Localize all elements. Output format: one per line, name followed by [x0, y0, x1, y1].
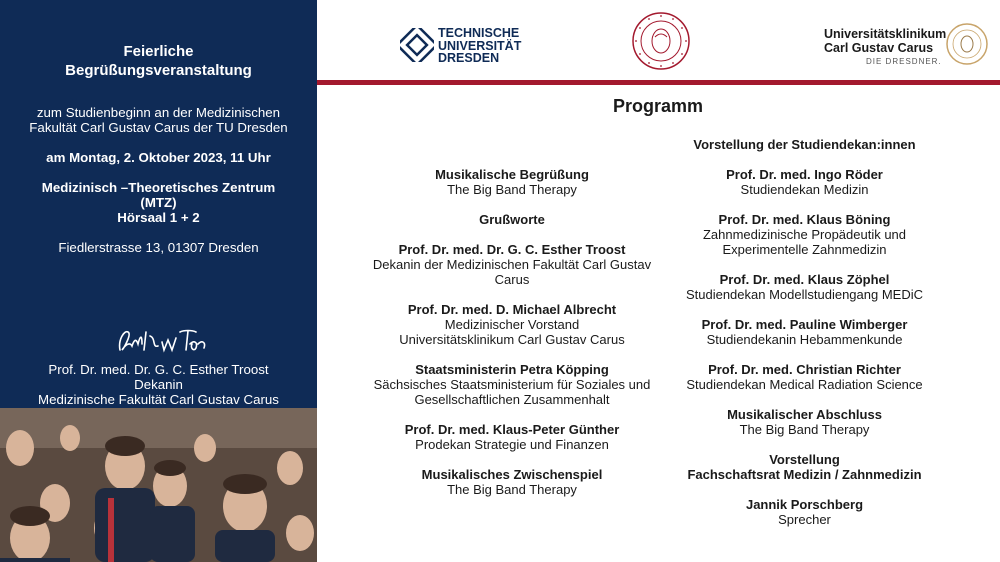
program-item-title: Vorstellung [769, 452, 840, 467]
logo-header [317, 0, 1000, 80]
program-item-title: Prof. Dr. med. D. Michael Albrecht [407, 302, 617, 317]
hochschulmedizin-seal [631, 11, 691, 71]
program-item-title: Prof. Dr. med. Pauline Wimberger [701, 317, 908, 332]
tud-logo-line2: UNIVERSITÄT [438, 38, 522, 53]
program-item-desc: Prodekan Strategie und Finanzen [415, 437, 609, 452]
program-item-title: Musikalisches Zwischenspiel [421, 467, 603, 482]
program-item-title: Grußworte [479, 212, 545, 227]
program-item [662, 167, 947, 197]
intro-line2: Fakultät Carl Gustav Carus der TU Dresden [29, 120, 288, 135]
program-item [347, 302, 677, 347]
signature-image [112, 322, 208, 358]
program-item-desc: The Big Band Therapy [739, 422, 870, 437]
program-heading: Programm [612, 96, 704, 116]
program-item [347, 422, 677, 452]
program-item-title: Fachschaftsrat Medizin / Zahnmedizin [687, 467, 922, 482]
signer-org: Medizinische Fakultät Carl Gustav Carus [38, 392, 279, 407]
ukd-tagline: DIE DRESDNER. [866, 57, 942, 66]
program-item [662, 452, 947, 482]
venue-line1: Medizinisch –Theoretisches Zentrum [41, 180, 276, 195]
program-item [347, 212, 677, 227]
program-item-title: Prof. Dr. med. Klaus Böning [718, 212, 891, 227]
program-item-title: Musikalische Begrüßung [435, 167, 589, 182]
program-item-desc: Sprecher [778, 512, 831, 527]
students-photo [0, 408, 317, 562]
signer-name: Prof. Dr. med. Dr. G. C. Esther Troost [48, 362, 269, 377]
program-item-title: Prof. Dr. med. Dr. G. C. Esther Troost [398, 242, 626, 257]
program-item-desc: The Big Band Therapy [447, 482, 577, 497]
program-item [662, 497, 947, 527]
program-item-title: Jannik Porschberg [745, 497, 864, 512]
program-item [347, 167, 677, 197]
event-date: am Montag, 2. Oktober 2023, 11 Uhr [46, 150, 271, 165]
program-item-desc: Sächsisches Staatsministerium für Soziales und [373, 377, 651, 392]
program-panel [317, 0, 1000, 562]
program-item-title: Prof. Dr. med. Ingo Röder [726, 167, 883, 182]
program-item-title: Musikalischer Abschluss [727, 407, 882, 422]
ukd-logo-line2: Carl Gustav Carus [824, 41, 934, 55]
program-item-desc: Studiendekan Modellstudiengang MEDiC [685, 287, 924, 302]
program-item-desc: The Big Band Therapy [447, 182, 577, 197]
program-item-desc: Experimentelle Zahnmedizin [722, 242, 887, 257]
tud-logo-text [438, 27, 521, 65]
program-item-desc: Universitätsklinikum Carl Gustav Carus [399, 332, 625, 347]
program-item-desc: Gesellschaftlichen Zusammenhalt [414, 392, 610, 407]
intro-line1: zum Studienbeginn an der Medizinischen [36, 105, 281, 120]
ukd-seal [945, 22, 989, 66]
event-title-line1: Feierliche [123, 43, 194, 60]
tud-logo-icon [400, 28, 434, 62]
program-item-title: Staatsministerin Petra Köpping [415, 362, 609, 377]
program-item [662, 362, 947, 392]
program-item-desc: Studiendekanin Hebammenkunde [706, 332, 903, 347]
info-panel [0, 0, 317, 408]
header-divider [317, 80, 1000, 85]
tud-logo-line1: TECHNISCHE [438, 26, 520, 40]
program-item-desc: Carus [494, 272, 530, 287]
program-item-desc: Dekanin der Medizinischen Fakultät Carl Gustav [372, 257, 652, 272]
program-item-title: Prof. Dr. med. Klaus-Peter Günther [404, 422, 620, 437]
tud-logo-line3: DRESDEN [438, 51, 500, 65]
program-item-desc: Medizinischer Vorstand [444, 317, 580, 332]
ukd-logo-line1: Universitätsklinikum [824, 27, 947, 41]
program-item [347, 242, 677, 287]
program-item-desc: Studiendekan Medizin [740, 182, 869, 197]
program-item-title: Prof. Dr. med. Christian Richter [708, 362, 901, 377]
venue-address: Fiedlerstrasse 13, 01307 Dresden [58, 240, 259, 255]
program-item [662, 212, 947, 257]
program-item-desc: Studiendekan Medical Radiation Science [686, 377, 923, 392]
program-item [347, 467, 677, 497]
venue-line2: (MTZ) [140, 195, 177, 210]
program-item-desc: Zahnmedizinische Propädeutik und [702, 227, 907, 242]
signer-role: Dekanin [134, 377, 183, 392]
ukd-logo-text [824, 27, 946, 55]
venue-line3: Hörsaal 1 + 2 [117, 210, 200, 225]
program-item [347, 362, 677, 407]
program-item [662, 272, 947, 302]
event-title-line2: Begrüßungsveranstaltung [65, 62, 252, 79]
program-item [662, 317, 947, 347]
program-item-title: Prof. Dr. med. Klaus Zöphel [719, 272, 890, 287]
program-item-title: Vorstellung der Studiendekan:innen [693, 137, 916, 152]
program-item [662, 407, 947, 437]
program-item [662, 137, 947, 152]
